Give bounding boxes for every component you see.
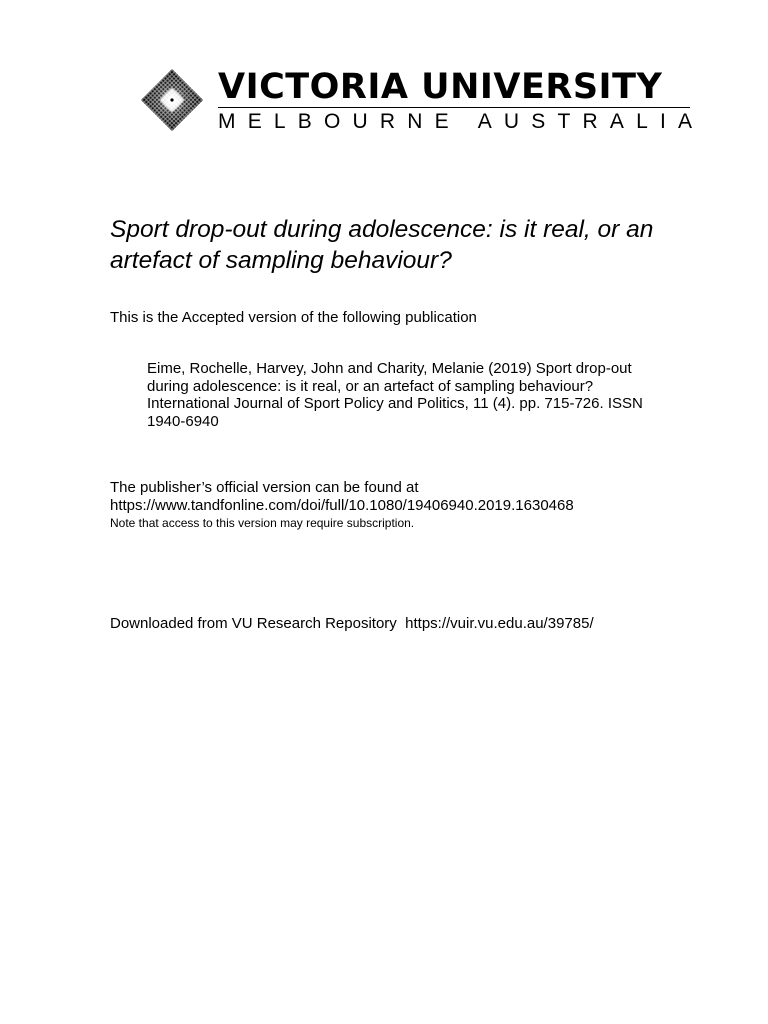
university-name: VICTORIA UNIVERSITY [218,67,663,107]
page-header [140,67,705,134]
publisher-url-link[interactable]: https://www.tandfonline.com/doi/full/10.1080/19406940.2019.1630468 [110,497,574,514]
download-label: Downloaded from VU Research Repository [110,615,397,632]
publisher-label: The publisher’s official version can be found at [110,479,419,496]
citation-text: Eime, Rochelle, Harvey, John and Charity, Melanie (2019) Sport drop-out during adolescence: is it real, or an artefact of sampling behaviour? International Journal of Sport Policy and Politics, 11 (4). pp. 715-726. ISSN 1940-6940 [147,360,643,430]
download-statement [110,615,594,633]
subscription-note: Note that access to this version may require subscription. [110,516,415,530]
diamond-halftone-logo-icon [140,68,204,132]
university-wordmark [218,67,705,134]
wordmark-divider [218,107,690,108]
publication-title: Sport drop-out during adolescence: is it real, or an artefact of sampling behaviour? [110,216,654,274]
accepted-version-statement: This is the Accepted version of the following publication [110,309,477,326]
university-location: MELBOURNE AUSTRALIA [218,110,705,133]
repository-url-link[interactable]: https://vuir.vu.edu.au/39785/ [405,615,594,632]
publisher-section [110,479,730,531]
